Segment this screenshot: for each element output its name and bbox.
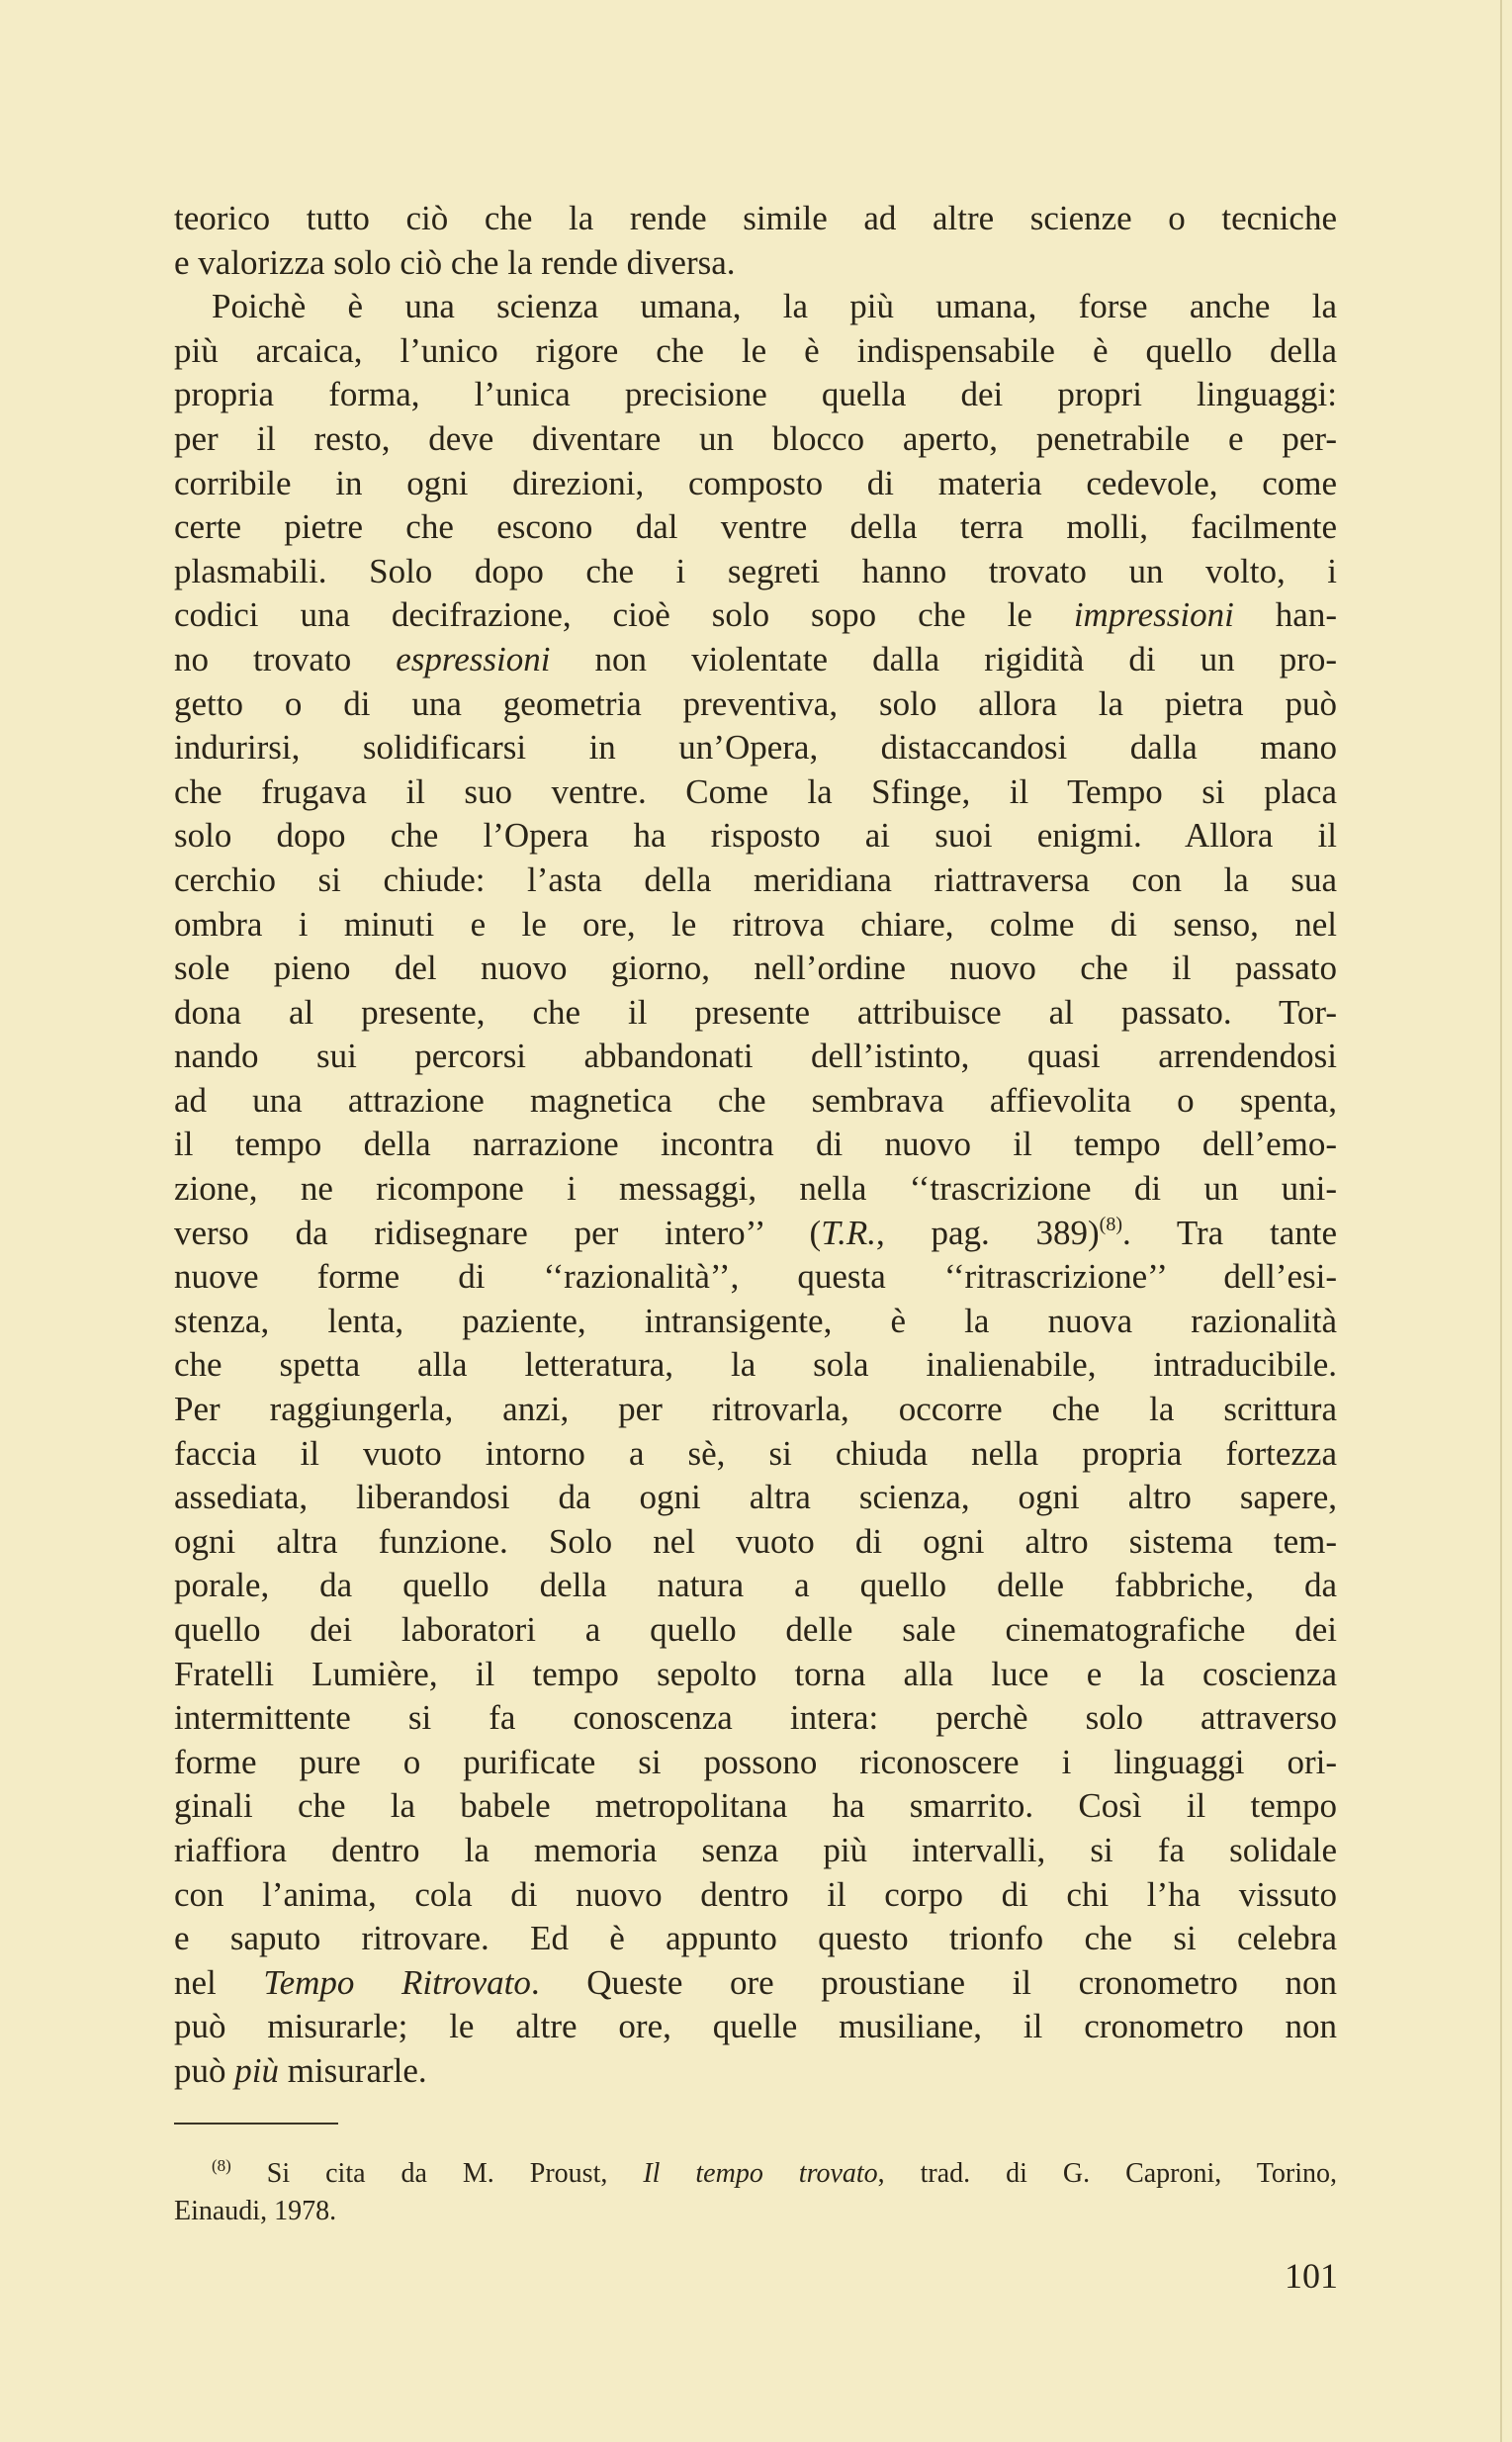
text-segment: , pag. 389) <box>875 1213 1100 1252</box>
text-segment: . Tra tante <box>1122 1213 1337 1252</box>
text-line <box>174 2005 1337 2049</box>
italic-text: T.R. <box>821 1213 876 1252</box>
text-segment: può misurarle; le altre ore, quelle musiliane, il cronometro non <box>174 2007 1337 2046</box>
text-segment: nando sui percorsi abbandonati dell’istinto, quasi arrendendosi <box>174 1037 1337 1076</box>
text-segment: . Queste ore proustiane il cronometro non <box>530 1962 1337 2002</box>
text-line <box>174 1212 1337 1256</box>
text-segment: teorico tutto ciò che la rende simile ad altre scienze o tecniche <box>174 199 1337 237</box>
text-line <box>174 1300 1337 1344</box>
text-line <box>174 593 1337 638</box>
text-segment: assediata, liberandosi da ogni altra scienza, ogni altro sapere, <box>174 1478 1337 1517</box>
text-line <box>174 2049 1337 2094</box>
text-segment: il tempo della narrazione incontra di nuovo il tempo dell’emo- <box>174 1125 1337 1164</box>
text-segment: con l’anima, cola di nuovo dentro il corpo di chi l’ha vissuto <box>174 1874 1337 1914</box>
italic-text: più <box>234 2050 279 2090</box>
text-line <box>174 1476 1337 1520</box>
page-edge <box>1500 0 1502 2442</box>
text-segment: Einaudi, 1978. <box>174 2196 337 2226</box>
text-segment: cerchio si chiude: l’asta della meridiana riattraversa con la sua <box>174 859 1337 899</box>
text-line <box>174 638 1337 682</box>
page-number: 101 <box>1285 2256 1338 2296</box>
text-segment: dona al presente, che il presente attribuisce al passato. Tor- <box>174 992 1337 1032</box>
text-segment: che spetta alla letteratura, la sola inalienabile, intraducibile. <box>174 1345 1337 1385</box>
text-line <box>174 197 1337 241</box>
text-line <box>174 991 1337 1036</box>
text-segment: certe pietre che escono dal ventre della terra molli, facilmente <box>174 507 1337 547</box>
footnote-divider <box>174 2123 338 2125</box>
text-segment: codici una decifrazione, cioè solo sopo che le <box>174 595 1074 635</box>
text-segment: può <box>174 2050 235 2090</box>
text-line <box>174 770 1337 815</box>
text-segment: , trad. di G. Caproni, Torino, <box>877 2158 1338 2189</box>
text-line <box>174 726 1337 770</box>
text-segment: per il resto, deve diventare un blocco aperto, penetrabile e per- <box>174 418 1337 458</box>
text-line <box>174 1696 1337 1741</box>
text-line <box>174 1343 1337 1388</box>
text-line <box>174 505 1337 550</box>
text-line <box>174 373 1337 417</box>
text-segment: quello dei laboratori a quello delle sale cinematografiche dei <box>174 1610 1337 1649</box>
text-line <box>174 903 1337 948</box>
text-line <box>174 1741 1337 1785</box>
text-line <box>174 1432 1337 1477</box>
text-line <box>174 859 1337 903</box>
text-segment: misurarle. <box>278 2050 427 2090</box>
text-line <box>174 1079 1337 1124</box>
text-segment: e saputo ritrovare. Ed è appunto questo trionfo che si celebra <box>174 1919 1337 1958</box>
text-line <box>174 1917 1337 1961</box>
italic-text: espressioni <box>396 639 551 678</box>
text-segment: faccia il vuoto intorno a sè, si chiuda nella propria fortezza <box>174 1433 1337 1473</box>
body-text <box>174 197 1337 2094</box>
text-segment: intermittente si fa conoscenza intera: perchè solo attraverso <box>174 1698 1337 1738</box>
text-segment: plasmabili. Solo dopo che i segreti hanno trovato un volto, i <box>174 551 1337 590</box>
text-segment: ad una attrazione magnetica che sembrava affievolita o spenta, <box>174 1080 1337 1120</box>
text-segment: propria forma, l’unica precisione quella dei propri linguaggi: <box>174 375 1337 414</box>
text-line <box>174 241 1337 286</box>
text-segment: più arcaica, l’unico rigore che le è indispensabile è quello della <box>174 330 1337 370</box>
italic-text: Tempo Ritrovato <box>263 1962 531 2002</box>
footnote <box>174 2155 1337 2230</box>
italic-text: impressioni <box>1073 595 1234 635</box>
text-line <box>174 1520 1337 1565</box>
text-line <box>174 947 1337 991</box>
footnote-marker: (8) <box>1099 1213 1122 1235</box>
footnote-line <box>174 2193 1337 2230</box>
text-segment: ogni altra funzione. Solo nel vuoto di ogni altro sistema tem- <box>174 1521 1337 1561</box>
text-line <box>174 1829 1337 1873</box>
text-line <box>174 1961 1337 2006</box>
text-segment: getto o di una geometria preventiva, solo allora la pietra può <box>174 683 1337 723</box>
text-line <box>174 1873 1337 1918</box>
text-segment: e valorizza solo ciò che la rende diversa. <box>174 242 736 282</box>
text-segment: ginali che la babele metropolitana ha smarrito. Così il tempo <box>174 1786 1337 1826</box>
text-line <box>174 1123 1337 1167</box>
text-segment: solo dopo che l’Opera ha risposto ai suoi enigmi. Allora il <box>174 816 1337 856</box>
footnote-line <box>174 2155 1337 2193</box>
text-segment: nuove forme di ‘‘razionalità’’, questa ‘‘ritrascrizione’’ dell’esi- <box>174 1257 1337 1297</box>
text-segment: Poichè è una scienza umana, la più umana, forse anche la <box>212 287 1337 326</box>
text-line <box>174 1388 1337 1432</box>
italic-text: Il tempo trovato <box>643 2158 878 2189</box>
text-segment: no trovato <box>174 639 397 678</box>
text-segment: riaffiora dentro la memoria senza più intervalli, si fa solidale <box>174 1830 1337 1869</box>
text-line <box>174 682 1337 727</box>
text-segment: han- <box>1233 595 1337 635</box>
text-segment: Per raggiungerla, anzi, per ritrovarla, occorre che la scrittura <box>174 1390 1337 1429</box>
footnote-marker: (8) <box>212 2156 231 2175</box>
text-segment: Fratelli Lumière, il tempo sepolto torna alla luce e la coscienza <box>174 1654 1337 1693</box>
text-line <box>174 1035 1337 1079</box>
text-segment: ombra i minuti e le ore, le ritrova chiare, colme di senso, nel <box>174 904 1337 944</box>
text-segment: stenza, lenta, paziente, intransigente, è la nuova razionalità <box>174 1301 1337 1340</box>
text-segment: nel <box>174 1962 264 2002</box>
text-line <box>174 417 1337 462</box>
text-segment: porale, da quello della natura a quello delle fabbriche, da <box>174 1566 1337 1605</box>
text-line <box>174 1255 1337 1300</box>
text-line <box>174 1167 1337 1212</box>
text-line <box>174 1564 1337 1608</box>
text-segment: indurirsi, solidificarsi in un’Opera, distaccandosi dalla mano <box>174 728 1337 768</box>
text-line <box>174 329 1337 374</box>
text-segment: Si cita da M. Proust, <box>230 2158 644 2189</box>
text-line <box>174 1608 1337 1653</box>
text-line <box>174 1784 1337 1829</box>
text-line <box>174 550 1337 594</box>
text-segment: sole pieno del nuovo giorno, nell’ordine nuovo che il passato <box>174 949 1337 988</box>
text-line <box>174 814 1337 859</box>
text-segment: corribile in ogni direzioni, composto di materia cedevole, come <box>174 463 1337 502</box>
text-segment: verso da ridisegnare per intero’’ ( <box>174 1213 822 1252</box>
text-line <box>174 1653 1337 1697</box>
text-line <box>174 285 1337 329</box>
text-segment: non violentate dalla rigidità di un pro- <box>550 639 1338 678</box>
text-segment: forme pure o purificate si possono riconoscere i linguaggi ori- <box>174 1742 1337 1781</box>
text-segment: che frugava il suo ventre. Come la Sfinge, il Tempo si placa <box>174 771 1337 811</box>
text-line <box>174 462 1337 506</box>
text-segment: zione, ne ricompone i messaggi, nella ‘‘trascrizione di un uni- <box>174 1169 1337 1209</box>
